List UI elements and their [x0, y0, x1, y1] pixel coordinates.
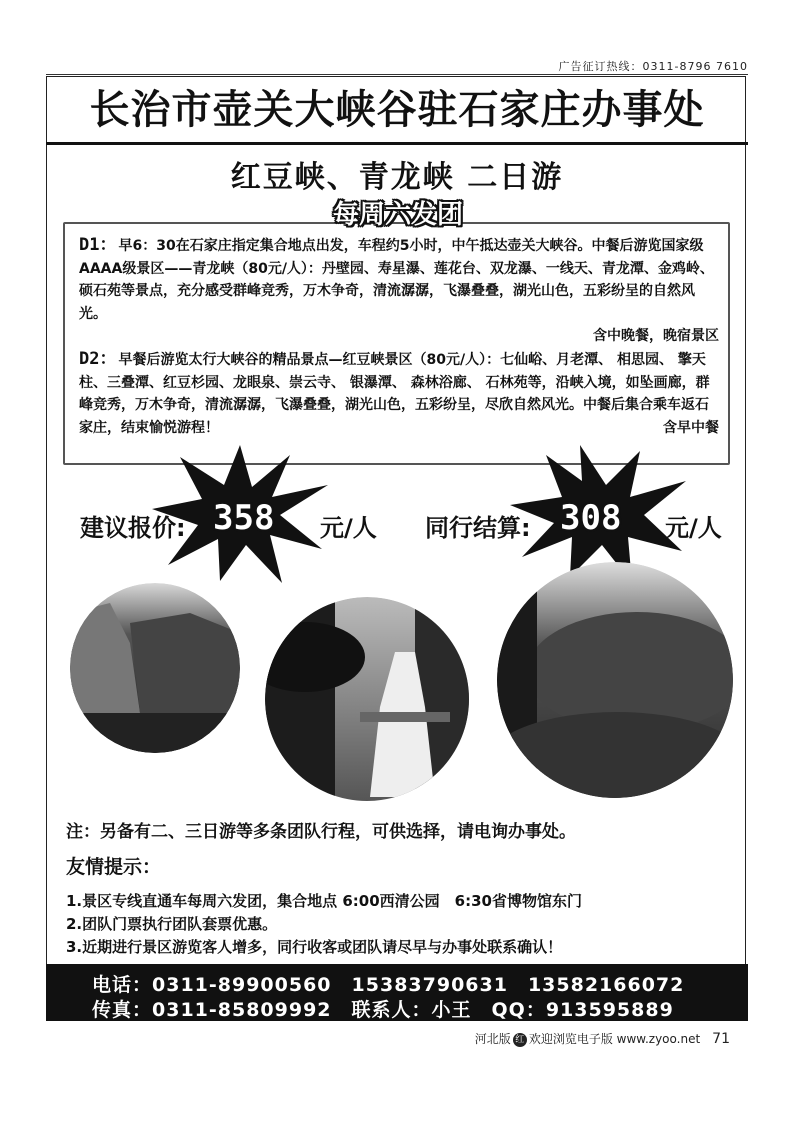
- contact-fax: 传真：0311-85809992 联系人：小王 QQ：913595889: [92, 999, 674, 1021]
- edition-badge-icon: 红: [513, 1033, 527, 1047]
- day-meals: 含中晚餐，晚宿景区: [593, 328, 719, 344]
- header-rule: [46, 142, 748, 145]
- office-title: 长治市壶关大峡谷驻石家庄办事处: [89, 87, 705, 133]
- itinerary-note: 注：另备有二、三日游等多条团队行程，可供选择，请电询办事处。: [66, 822, 576, 842]
- itinerary-day-1: [79, 234, 719, 348]
- cliff-lake-photo: [70, 583, 240, 753]
- suggested-price-unit: 元/人: [320, 514, 377, 542]
- suggested-price-label: 建议报价:: [80, 514, 186, 542]
- departure-banner: 每周六发团: [332, 200, 463, 230]
- peer-price-unit: 元/人: [665, 514, 722, 542]
- tip-item: 2.团队门票执行团队套票优惠。: [66, 915, 278, 933]
- itinerary-box: [63, 222, 730, 465]
- tip-item: 1.景区专线直通车每周六发团，集合地点 6:00西清公园 6:30省博物馆东门: [66, 892, 582, 910]
- day-tag: D1：: [79, 235, 117, 255]
- itinerary-day-2: [79, 348, 719, 440]
- suggested-price-value: 358: [213, 498, 275, 538]
- page-footer: [475, 1030, 730, 1047]
- top-rule: [46, 74, 748, 75]
- page-number: 71: [712, 1031, 730, 1047]
- ad-hotline: 广告征订热线：0311-8796 7610: [558, 60, 748, 73]
- contact-phone: 电话：0311-89900560 15383790631 13582166072: [92, 974, 685, 996]
- footer-edition: 河北版: [474, 1032, 511, 1046]
- tip-item: 3.近期进行景区游览客人增多，同行收客或团队请尽早与办事处联系确认！: [66, 938, 563, 956]
- waterfall-photo: [265, 597, 470, 802]
- contact-bar: [46, 964, 748, 1021]
- tour-title: 红豆峡、青龙峡 二日游: [230, 160, 564, 195]
- day-text: 早6：30在石家庄指定集合地点出发，车程约5小时，中午抵达壶关大峡谷。中餐后游览国家级AAAA级景区——青龙峡（80元/人）：丹壁园、寿星瀑、莲花台、双龙瀑、一线天、青龙潭、金鸡岭、硕石苑等景点，充分感受群峰竞秀，万木争奇，清流潺潺，飞瀑叠叠，湖光山色，五彩纷呈的自然风光。: [79, 238, 714, 322]
- tips-title: 友情提示：: [66, 856, 162, 878]
- day-meals: 含早中餐: [663, 420, 719, 436]
- peer-price-value: 308: [560, 498, 622, 538]
- footer-site: 欢迎浏览电子版 www.zyoo.net: [528, 1032, 701, 1046]
- forest-gorge-photo: [497, 562, 733, 798]
- day-text: 早餐后游览太行大峡谷的精品景点—红豆峡景区（80元/人）：七仙峪、月老潭、 相思园、 擎天柱、三叠潭、红豆杉园、龙眼泉、崇云寺、 银瀑潭、 森林浴廊、 石林苑等，沿峡入境，如坠画廊，群峰竞秀，万木争奇，清流潺潺，飞瀑叠叠，湖光山色，五彩纷呈，尽欣自然风光。中餐后集合乘车返石家庄，结束愉悦游程！: [79, 352, 710, 436]
- day-tag: D2：: [79, 349, 117, 369]
- peer-price-label: 同行结算:: [425, 514, 531, 542]
